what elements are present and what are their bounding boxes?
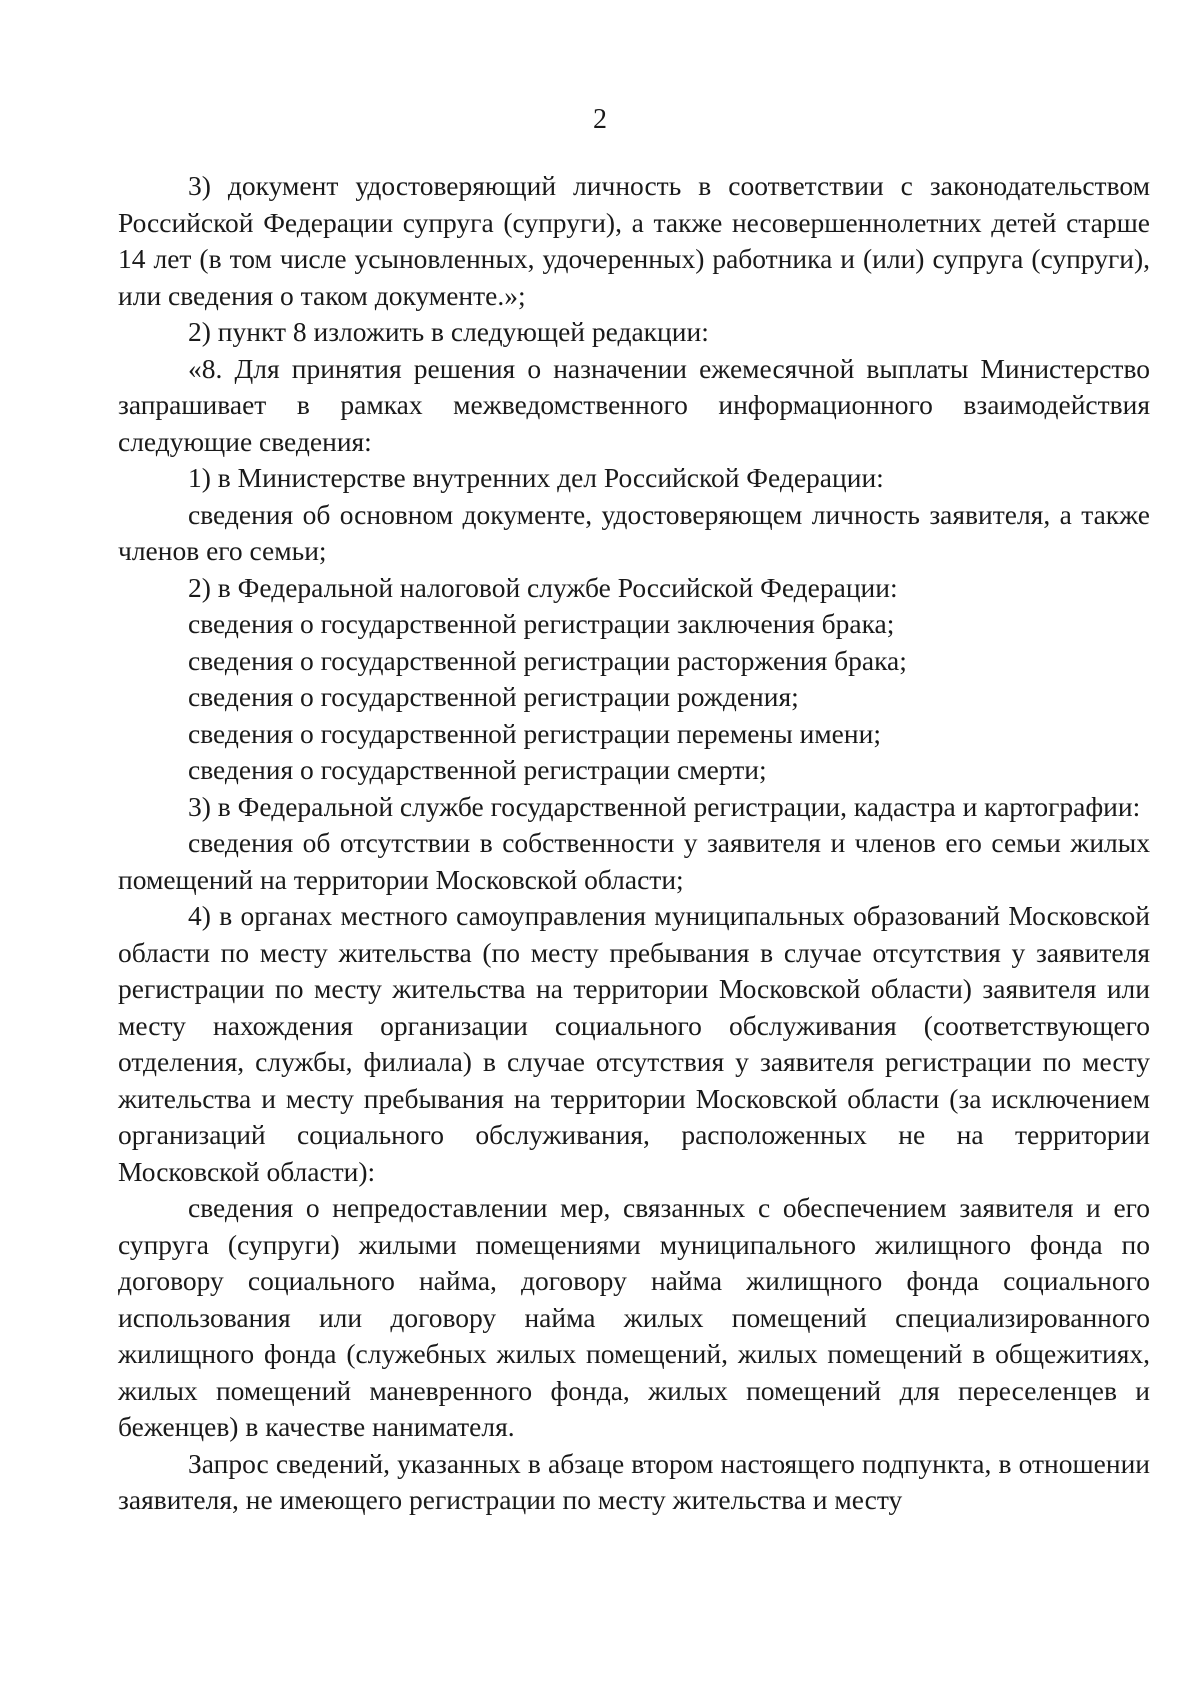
paragraph-housing-measures: сведения о непредоставлении мер, связанных с обеспечением заявителя и его супруга (супруги) жилыми помещениями муниципального жилищного фонда по договору социального найма, договору найма жилищного фонда социального использования или договору найма жилых помещений специализированного жилищного фонда (служебных жилых помещений, жилых помещений в общежитиях, жилых помещений маневренного фонда, жилых помещений для переселенцев и беженцев) в качестве нанимателя. <box>118 1192 1150 1442</box>
paragraph-mvd: 1) в Министерстве внутренних дел Российской Федерации: <box>188 462 884 493</box>
paragraph-fns-death: сведения о государственной регистрации смерти; <box>188 754 767 785</box>
paragraph-fns-divorce: сведения о государственной регистрации расторжения брака; <box>188 644 907 676</box>
document-body <box>118 168 1150 1519</box>
page-number: 2 <box>593 104 607 135</box>
paragraph-mvd-details: сведения об основном документе, удостоверяющем личность заявителя, а также членов его семьи; <box>118 498 1150 566</box>
paragraph-fns-birth: сведения о государственной регистрации рождения; <box>188 681 799 712</box>
paragraph-fns-marriage: сведения о государственной регистрации заключения брака; <box>188 608 895 639</box>
paragraph-item-3-identity-document: 3) документ удостоверяющий личность в соответствии с законодательством Российской Федерации супруга (супруги), а также несовершеннолетних детей старше 14 лет (в том числе усыновленных, удочеренных) работника и (или) супруга (супруги), или сведения о таком документе.»; <box>118 170 1150 311</box>
paragraph-rosreestr-details: сведения об отсутствии в собственности у заявителя и членов его семьи жилых помещений на территории Московской области; <box>118 827 1150 895</box>
paragraph-request-info: Запрос сведений, указанных в абзаце втором настоящего подпункта, в отношении заявителя, не имеющего регистрации по месту жительства и месту <box>118 1447 1150 1515</box>
paragraph-point-8-intro: «8. Для принятия решения о назначении ежемесячной выплаты Министерство запрашивает в рамках межведомственного информационного взаимодействия следующие сведения: <box>118 352 1150 457</box>
paragraph-rosreestr: 3) в Федеральной службе государственной регистрации, кадастра и картографии: <box>188 790 1141 822</box>
paragraph-local-government: 4) в органах местного самоуправления муниципальных образований Московской области по месту жительства (по месту пребывания в случае отсутствия у заявителя регистрации по месту жительства на территории Московской области) заявителя или месту нахождения организации социального обслуживания (соответствующего отделения, службы, филиала) в случае отсутствия у заявителя регистрации по месту жительства и месту пребывания на территории Московской области (за исключением организаций социального обслуживания, расположенных не на территории Московской области): <box>118 900 1150 1187</box>
paragraph-fns: 2) в Федеральной налоговой службе Российской Федерации: <box>188 571 898 603</box>
paragraph-fns-name-change: сведения о государственной регистрации перемены имени; <box>188 717 881 749</box>
paragraph-point-8-amendment: 2) пункт 8 изложить в следующей редакции: <box>188 316 709 347</box>
